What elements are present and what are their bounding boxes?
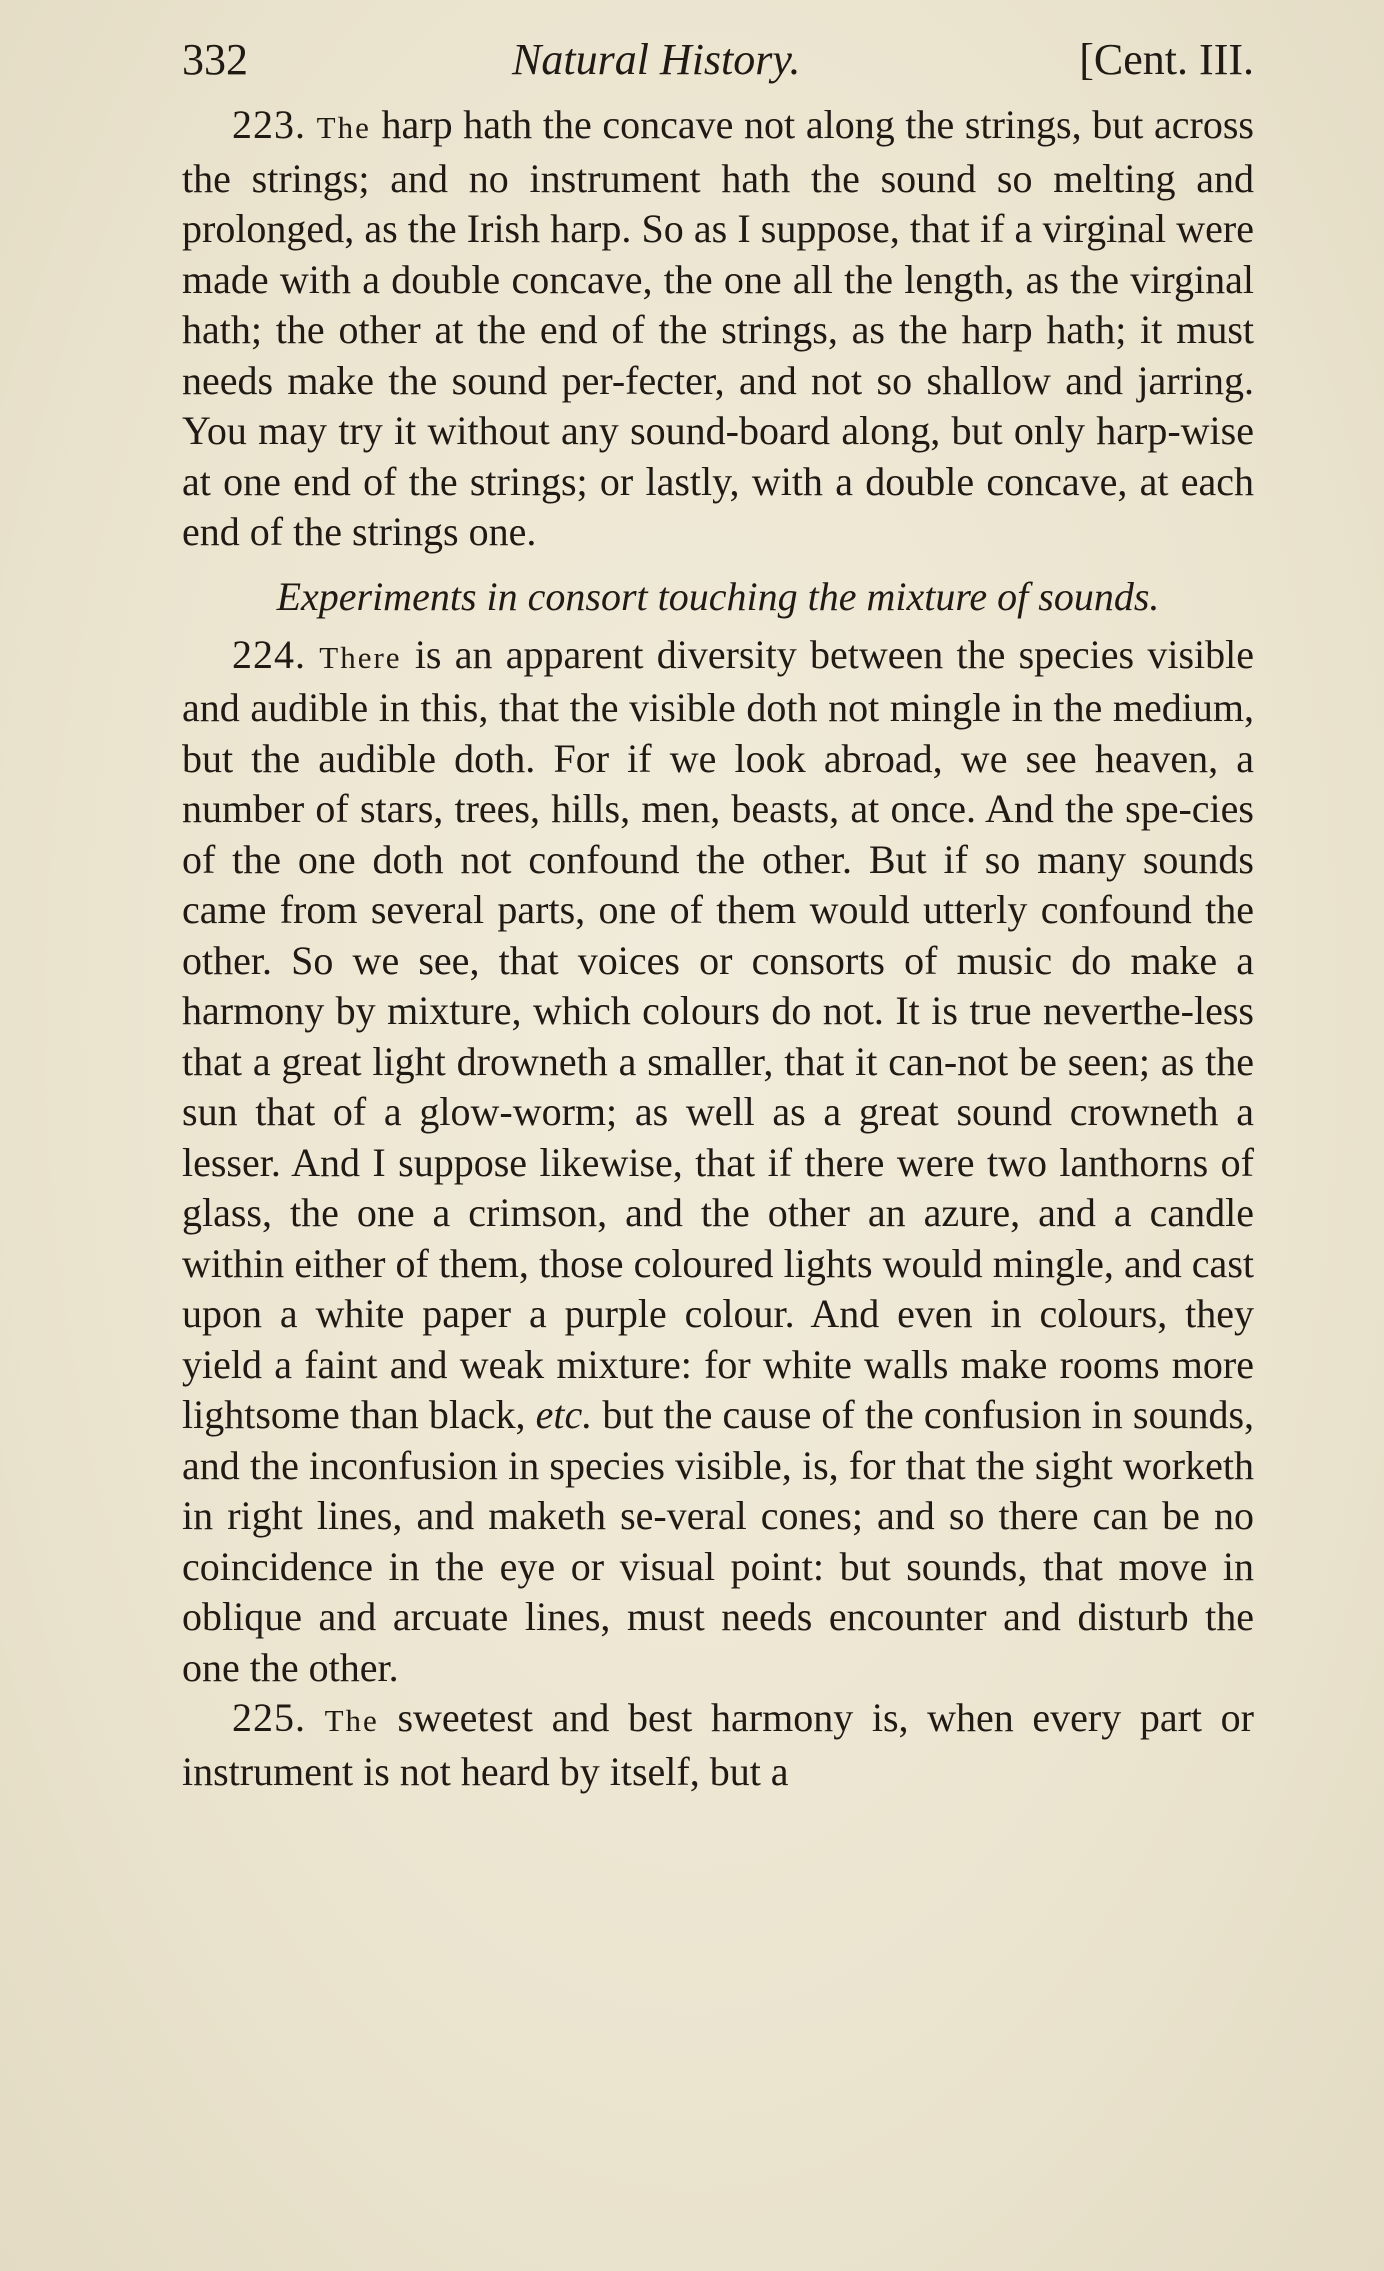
small-caps-lead: There	[319, 639, 402, 675]
page-number: 332	[182, 35, 248, 84]
paragraph-number: 223.	[232, 102, 306, 147]
section-heading: Experiments in consort touching the mixture of sounds.	[276, 573, 1160, 619]
paragraph-number: 225.	[232, 1695, 306, 1740]
paragraph-number: 224.	[232, 631, 306, 677]
small-caps-lead: The	[316, 110, 371, 145]
paragraph-text: is an apparent diversity between the species visible and audible in this, that the visible doth not mingle in the medium, but the audible doth. For if we look abroad, we see heaven, a number of stars, trees, hills, men, beasts, at once. And the spe-cies of the one doth not confound the other. But if so many sounds came from several parts, one of them would utterly confound the other. So we see, that voices or consorts of music do make a harmony by mixture, which colours do not. It is true neverthe-less that a great light drowneth a smaller, that it can-not be seen; as the sun that of a glow-worm; as well as a great sound crowneth a lesser. And I suppose likewise, that if there were two lanthorns of glass, the one a crimson, and the other an azure, and a candle within either of them, those coloured lights would mingle, and cast upon a white paper a purple colour. And even in colours, they yield a faint and weak mixture: for white walls make rooms more lightsome than black,	[182, 631, 1255, 1437]
century-section: [Cent. III.	[1079, 35, 1254, 84]
paragraph-text-continued: but the cause of the confusion in sounds, and the inconfusion in species visible, is, for that the sight worketh in right lines, and maketh se-veral cones; and so there can be no coincidence in the eye or visual point: but sounds, that move in oblique and arcuate lines, must needs encounter and disturb the one the other.	[182, 1392, 1255, 1690]
paragraph-text: harp hath the concave not along the strings, but across the strings; and no instrument hath the sound so melting and prolonged, as the Irish harp. So as I suppose, that if a virginal were made with a double concave, the one all the length, as the virginal hath; the other at the end of the strings, as the harp hath; it must needs make the sound per-fecter, and not so shallow and jarring. You may try it without any sound-board along, but only harp-wise at one end of the strings; or lastly, with a double concave, at each end of the strings one.	[182, 102, 1254, 554]
paragraph-text: sweetest and best harmony is, when every part or instrument is not heard by itself, but a	[182, 1695, 1254, 1794]
book-title: Natural History.	[512, 35, 801, 84]
italic-abbreviation: etc.	[535, 1392, 593, 1437]
small-caps-lead: The	[324, 1703, 379, 1738]
paragraph-223	[182, 100, 1254, 558]
running-head	[182, 30, 1254, 90]
paragraph-224	[182, 630, 1254, 1694]
body-text	[182, 100, 1254, 1797]
paragraph-225	[182, 1693, 1254, 1797]
